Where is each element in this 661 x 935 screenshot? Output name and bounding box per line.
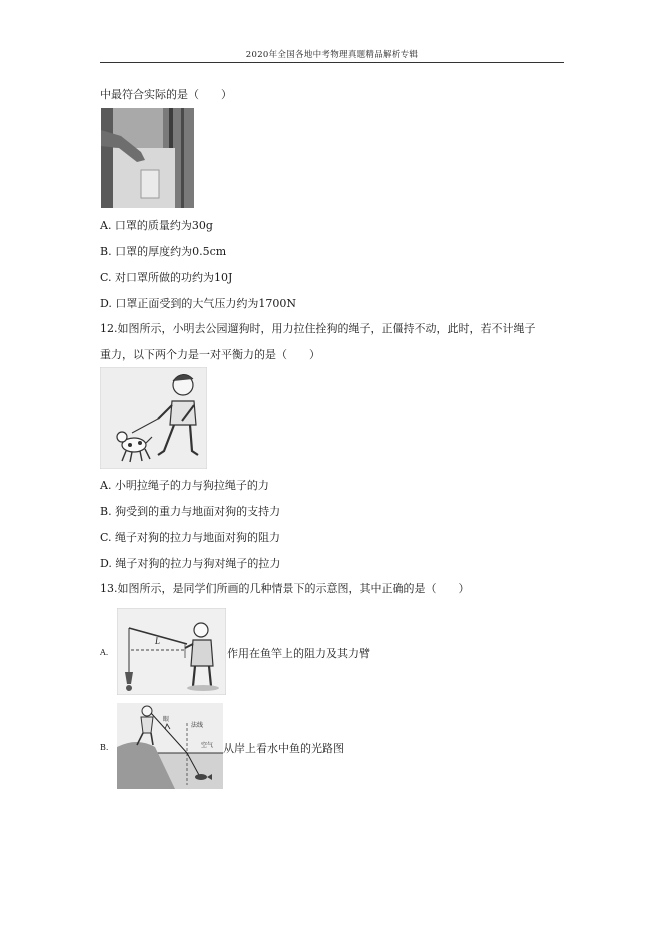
- q13-light-path-figure: [117, 703, 223, 789]
- q13-option-a-text: 作用在鱼竿上的阻力及其力臂: [227, 647, 370, 660]
- header-divider: [100, 62, 564, 63]
- q13-stem: 13.如图所示，是同学们所画的几种情景下的示意图，其中正确的是（ ）: [100, 582, 470, 595]
- q11-option-d: D. 口罩正面受到的大气压力约为1700N: [100, 297, 297, 310]
- page-header: 2020年全国各地中考物理真题精品解析专辑: [245, 50, 419, 60]
- q12-option-a: A. 小明拉绳子的力与狗拉绳子的力: [100, 479, 269, 492]
- q12-boy-dog-figure: [100, 367, 207, 469]
- q12-stem-line1: 12.如图所示，小明去公园遛狗时，用力拉住拴狗的绳子，正僵持不动，此时，若不计绳子: [100, 322, 536, 335]
- q12-option-b: B. 狗受到的重力与地面对狗的支持力: [100, 505, 281, 518]
- q12-stem-line2: 重力，以下两个力是一对平衡力的是（ ）: [100, 348, 320, 361]
- q13-option-a-label: A.: [100, 648, 109, 657]
- q13-fig-a-label-l: L: [155, 636, 161, 646]
- q13-fig-b-label-eye: 眼: [163, 717, 170, 723]
- q13-fig-b-label-normal: 法线: [191, 723, 204, 729]
- q11-option-c: C. 对口罩所做的功约为10J: [100, 271, 233, 284]
- q12-option-c: C. 绳子对狗的拉力与地面对狗的阻力: [100, 531, 281, 544]
- q13-option-b-text: 从岸上看水中鱼的光路图: [223, 742, 344, 755]
- q11-stem: 中最符合实际的是（ ）: [100, 88, 232, 101]
- q11-option-a: A. 口罩的质量约为30g: [100, 219, 213, 232]
- q13-fig-b-label-air: 空气: [201, 743, 214, 749]
- q11-mask-photo: [101, 108, 194, 208]
- q12-option-d: D. 绳子对狗的拉力与狗对绳子的拉力: [100, 557, 281, 570]
- q13-option-b-label: B.: [100, 743, 109, 752]
- q11-option-b: B. 口罩的厚度约为0.5cm: [100, 245, 227, 258]
- q13-fishing-rod-figure: [117, 608, 226, 695]
